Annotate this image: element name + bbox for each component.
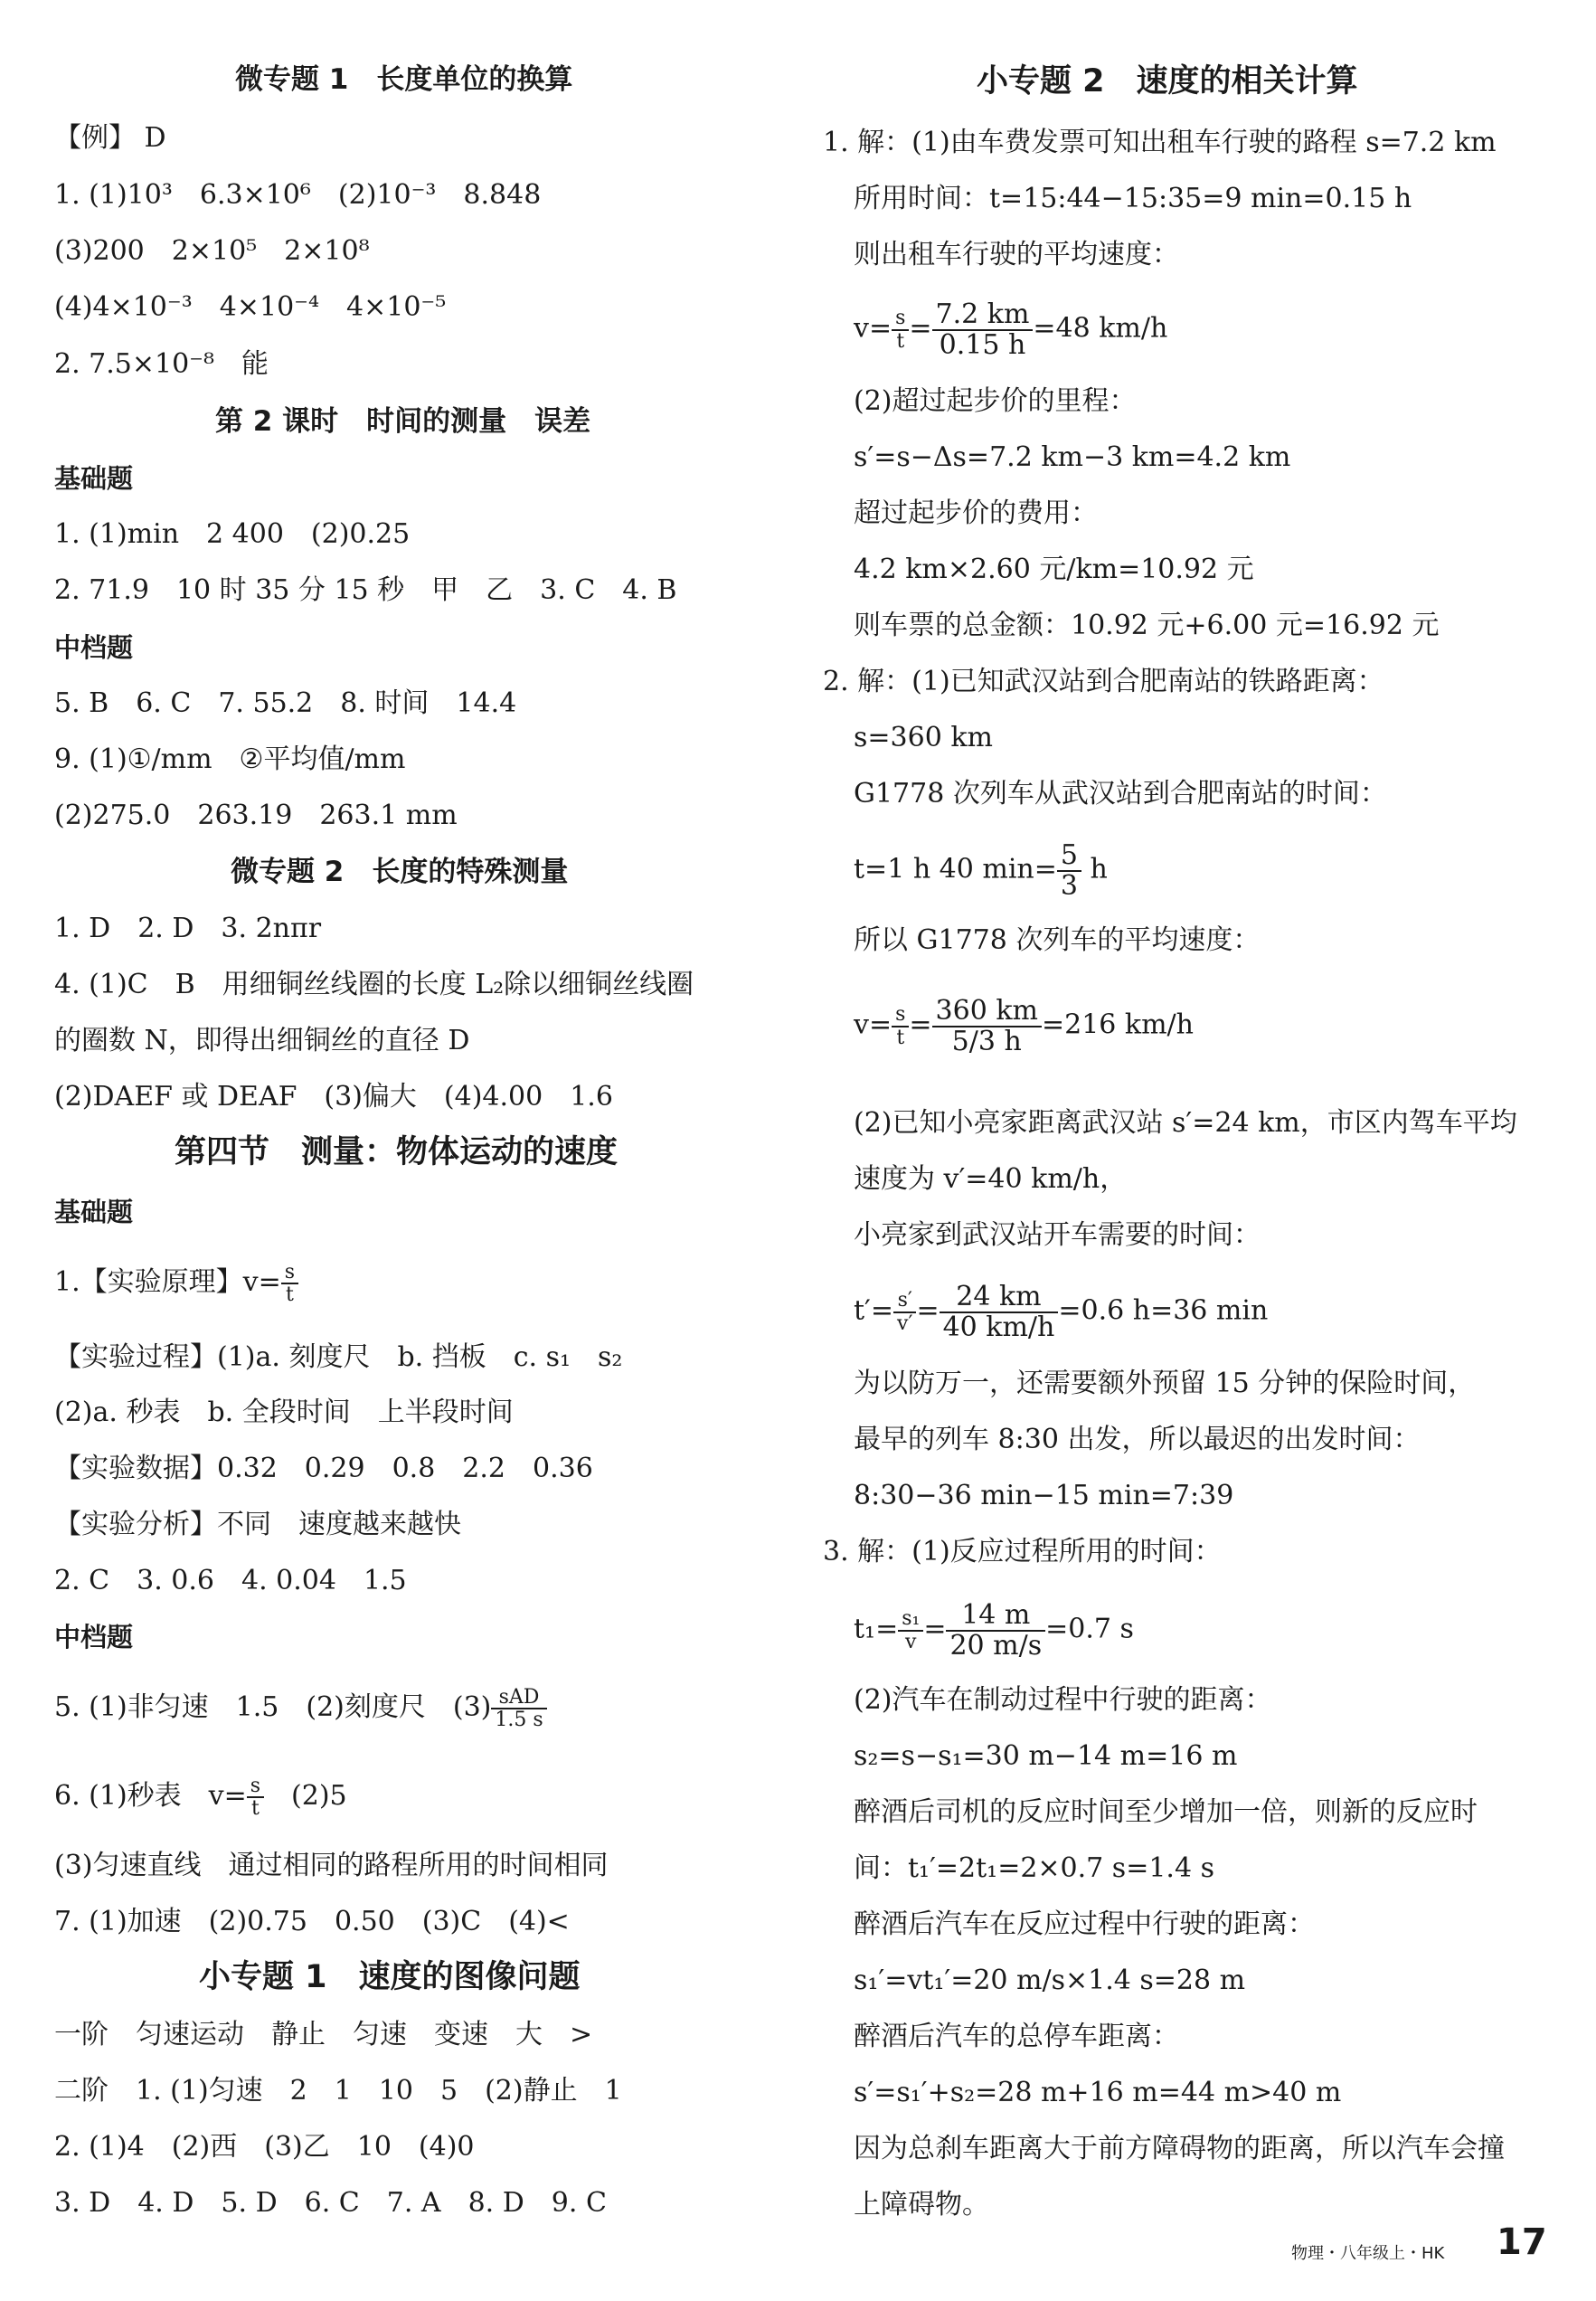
solution-line: s₁′=vt₁′=20 m/s×1.4 s=28 m [854, 1965, 1246, 1996]
solution-line: 2. 解：(1)已知武汉站到合肥南站的铁路距离： [823, 666, 1384, 697]
solution-line: 则车票的总金额：10.92 元+6.00 元=16.92 元 [854, 610, 1440, 641]
solution-line: 醉酒后司机的反应时间至少增加一倍，则新的反应时 [854, 1796, 1478, 1828]
solution-line: 醉酒后汽车在反应过程中行驶的距离： [854, 1908, 1315, 1940]
answer-line: (2)a. 秒表 b. 全段时间 上半段时间 [54, 1397, 514, 1428]
solution-line: s=360 km [854, 722, 993, 753]
section-heading: 微专题 2 长度的特殊测量 [231, 856, 569, 888]
answer-line: 一阶 匀速运动 静止 匀速 变速 大 > [54, 2019, 593, 2050]
answer-line: 5. (1)非匀速 1.5 (2)刻度尺 (3) $\frac{\text{sAD}}{1.5 s}$ [54, 1687, 547, 1730]
solution-line: 1. 解：(1)由车费发票可知出租车行驶的路程 s=7.2 km [823, 127, 1497, 158]
answer-line: 1.【实验原理】v= $\frac{s}{t}$ [54, 1262, 298, 1305]
section-heading: 第四节 测量：物体运动的速度 [175, 1134, 619, 1170]
answer-line: 【实验过程】(1)a. 刻度尺 b. 挡板 c. s₁ s₂ [54, 1341, 623, 1373]
answer-line: 2. 71.9 10 时 35 分 15 秒 甲 乙 3. C 4. B [54, 574, 677, 606]
answer-line: 5. B 6. C 7. 55.2 8. 时间 14.4 [54, 687, 517, 719]
answer-line: 的圈数 N，即得出细铜丝的直径 D [54, 1025, 470, 1056]
solution-line: s′=s₁′+s₂=28 m+16 m=44 m>40 m [854, 2077, 1342, 2108]
equation-line: v= $\frac{s}{t}$ = $\frac{360 km}{5/3 h}$ =216 km/h [854, 995, 1194, 1057]
answer-line: 3. D 4. D 5. D 6. C 7. A 8. D 9. C [54, 2187, 607, 2219]
solution-line: 3. 解：(1)反应过程所用的时间： [823, 1536, 1222, 1567]
answer-line: (3)200 2×10⁵ 2×10⁸ [54, 235, 370, 267]
solution-line: 间：t₁′=2t₁=2×0.7 s=1.4 s [854, 1852, 1214, 1884]
equation-line: t=1 h 40 min= $\frac{5}{3}$ h [854, 839, 1108, 902]
answer-line: (2)275.0 263.19 263.1 mm [54, 800, 458, 831]
answer-line: 2. 7.5×10⁻⁸ 能 [54, 348, 269, 380]
solution-line: (2)超过起步价的里程： [854, 385, 1137, 417]
difficulty-label: 基础题 [54, 463, 134, 494]
solution-line: 小亮家到武汉站开车需要的时间： [854, 1219, 1261, 1251]
solution-line: s′=s−Δs=7.2 km−3 km=4.2 km [854, 441, 1291, 473]
solution-line: s₂=s−s₁=30 m−14 m=16 m [854, 1740, 1238, 1772]
equation-line: t′= $\frac{s'}{v'}$ = $\frac{24 km}{40 km/h}$ =0.6 h=36 min [854, 1281, 1269, 1343]
solution-line: 醉酒后汽车的总停车距离： [854, 2021, 1179, 2052]
difficulty-label: 基础题 [54, 1197, 134, 1227]
solution-line: 上障碍物。 [854, 2189, 989, 2221]
answer-line: 1. (1)min 2 400 (2)0.25 [54, 518, 411, 550]
answer-line: 2. (1)4 (2)西 (3)乙 10 (4)0 [54, 2131, 475, 2163]
section-heading: 小专题 1 速度的图像问题 [199, 1959, 581, 1995]
answer-line: 二阶 1. (1)匀速 2 1 10 5 (2)静止 1 [54, 2075, 622, 2107]
equation-line: t₁= $\frac{\text{s₁}}{v}$ = $\frac{14 m}{20 m/s}$ =0.7 s [854, 1599, 1134, 1662]
solution-line: 4.2 km×2.60 元/km=10.92 元 [854, 554, 1254, 585]
answer-line: 6. (1)秒表 v= $\frac{s}{t}$ (2)5 [54, 1775, 347, 1821]
answer-line: (3)匀速直线 通过相同的路程所用的时间相同 [54, 1850, 609, 1881]
difficulty-label: 中档题 [54, 632, 134, 663]
answer-line: 1. D 2. D 3. 2nπr [54, 913, 322, 944]
solution-line: 所以 G1778 次列车的平均速度： [854, 924, 1261, 956]
answer-line: 2. C 3. 0.6 4. 0.04 1.5 [54, 1565, 407, 1596]
solution-line: 因为总刹车距离大于前方障碍物的距离，所以汽车会撞 [854, 2133, 1505, 2164]
solution-line: G1778 次列车从武汉站到合肥南站的时间： [854, 778, 1387, 810]
answer-line: 【实验数据】0.32 0.29 0.8 2.2 0.36 [54, 1453, 593, 1484]
section-heading: 微专题 1 长度单位的换算 [235, 63, 573, 96]
equation-line: v= $\frac{s}{t}$ = $\frac{7.2 km}{0.15 h}$ =48 km/h [854, 298, 1168, 361]
answer-line: 7. (1)加速 (2)0.75 0.50 (3)C (4)< [54, 1906, 570, 1937]
solution-line: 速度为 v′=40 km/h， [854, 1163, 1128, 1195]
answer-line: 【实验分析】不同 速度越来越快 [54, 1509, 461, 1540]
solution-line: (2)已知小亮家距离武汉站 s′=24 km，市区内驾车平均 [854, 1107, 1517, 1139]
solution-line: 超过起步价的费用： [854, 497, 1098, 529]
footer-subject: 物理・八年级上・HK [1291, 2244, 1445, 2263]
answer-line: (2)DAEF 或 DEAF (3)偏大 (4)4.00 1.6 [54, 1081, 613, 1113]
solution-line: 为以防万一，还需要额外预留 15 分钟的保险时间， [854, 1368, 1476, 1399]
answer-line: 【例】 D [54, 122, 166, 154]
answer-line: 1. (1)10³ 6.3×10⁶ (2)10⁻³ 8.848 [54, 179, 542, 211]
section-heading: 小专题 2 速度的相关计算 [977, 63, 1358, 99]
solution-line: 最早的列车 8:30 出发，所以最迟的出发时间： [854, 1424, 1421, 1455]
answer-line: 4. (1)C B 用细铜丝线圈的长度 L₂除以细铜丝线圈 [54, 969, 694, 1000]
page-number: 17 [1497, 2221, 1547, 2263]
answer-line: 9. (1)①/mm ②平均值/mm [54, 743, 406, 775]
solution-line: (2)汽车在制动过程中行驶的距离： [854, 1684, 1272, 1716]
solution-line: 所用时间：t=15:44−15:35=9 min=0.15 h [854, 183, 1412, 214]
answer-line: (4)4×10⁻³ 4×10⁻⁴ 4×10⁻⁵ [54, 291, 447, 323]
section-heading: 第 2 课时 时间的测量 误差 [215, 405, 591, 438]
solution-line: 则出租车行驶的平均速度： [854, 239, 1179, 270]
solution-line: 8:30−36 min−15 min=7:39 [854, 1480, 1234, 1511]
difficulty-label: 中档题 [54, 1622, 134, 1652]
